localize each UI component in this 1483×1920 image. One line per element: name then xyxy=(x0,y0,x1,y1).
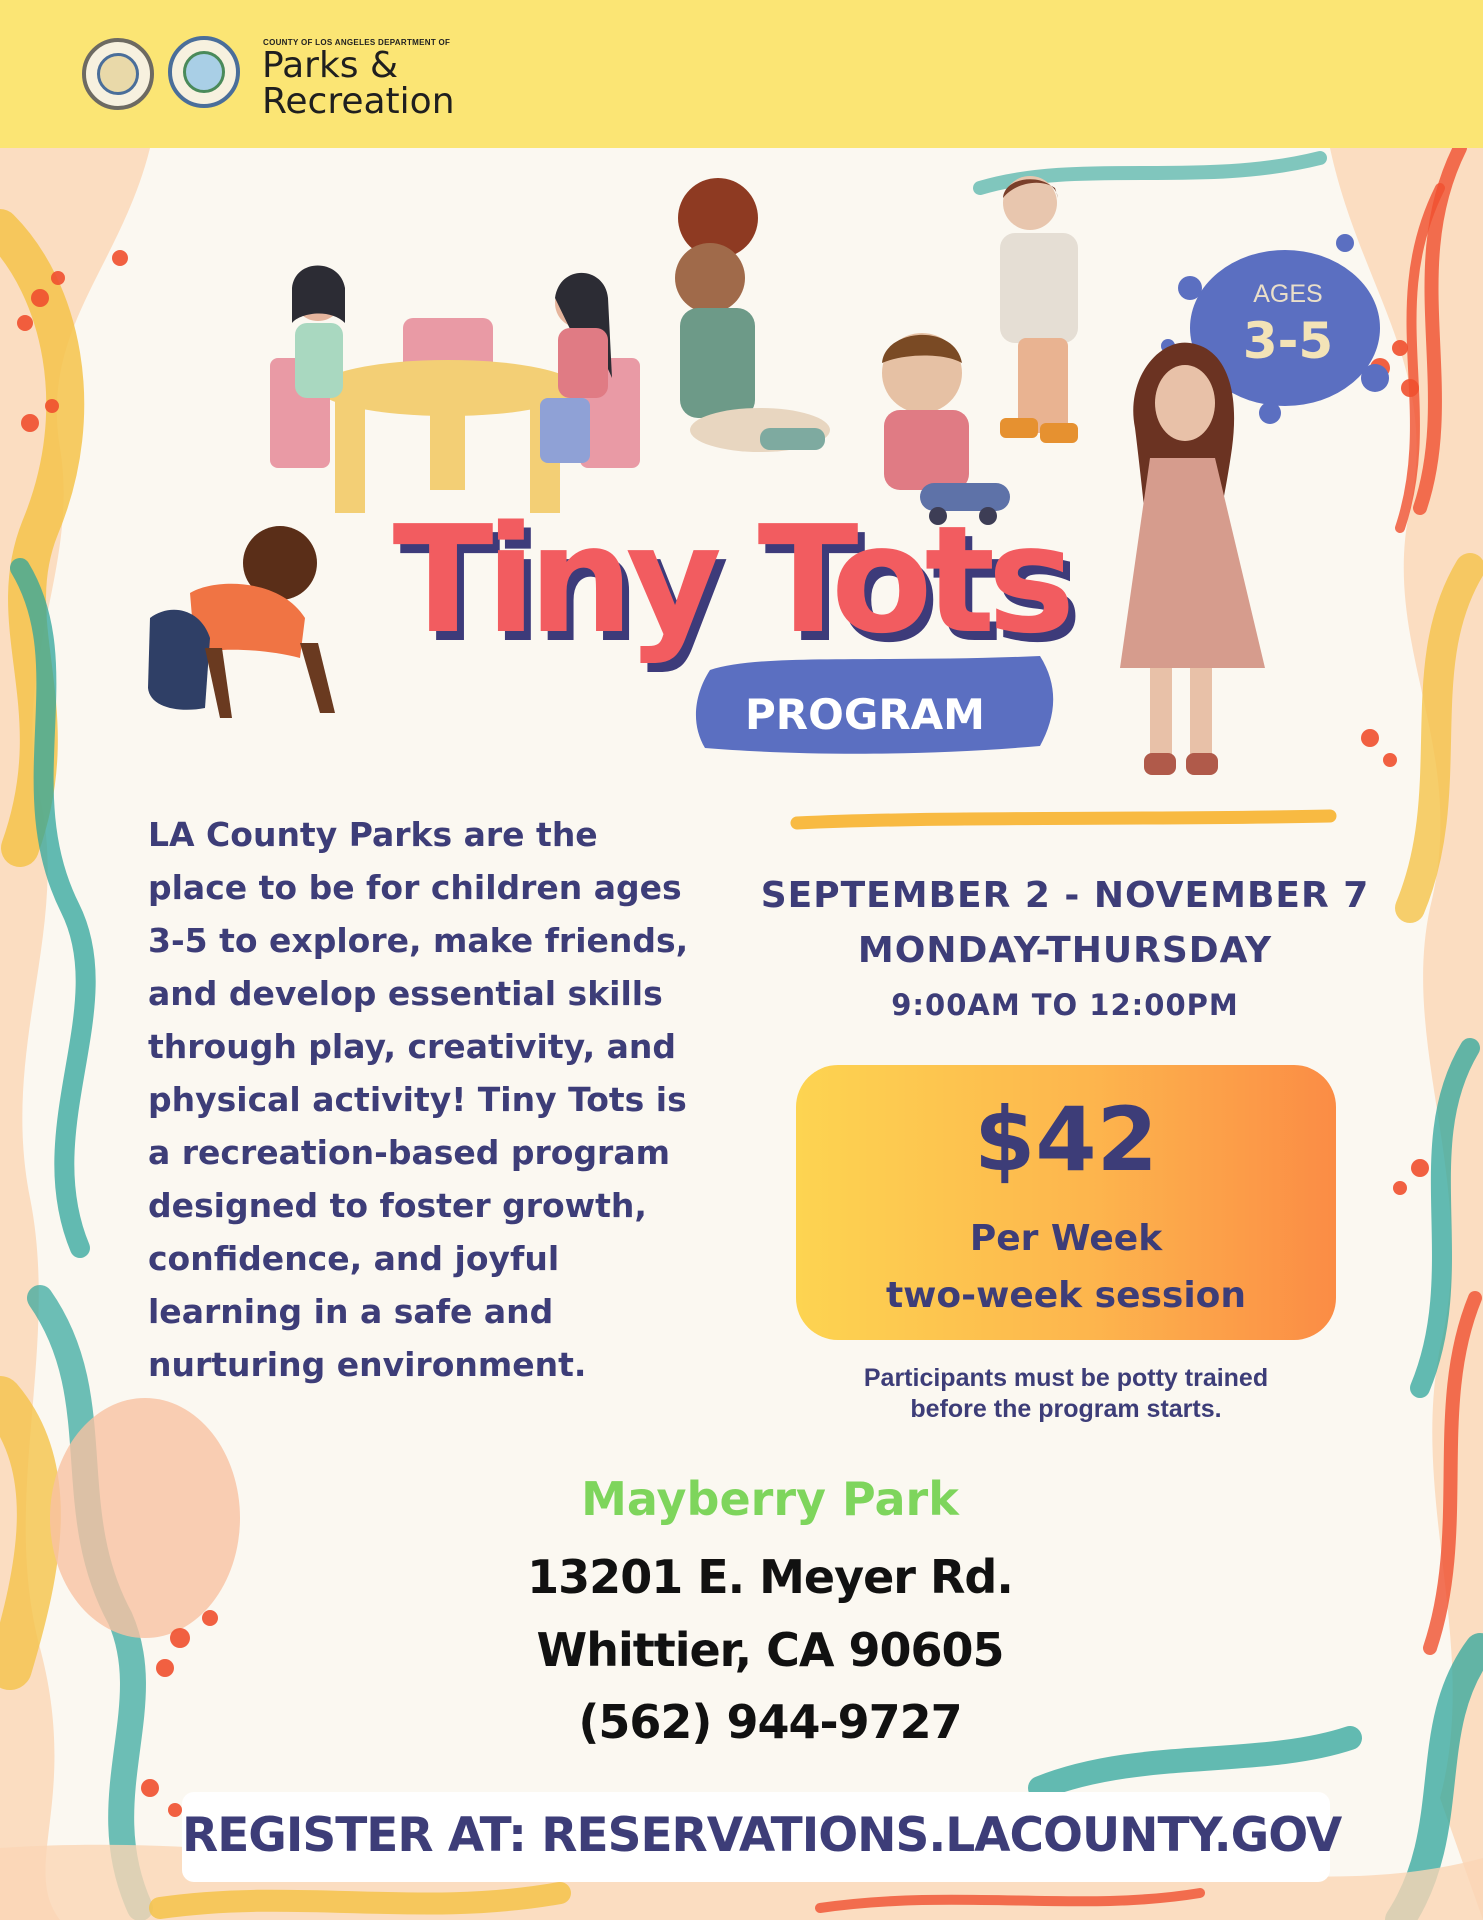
header-bar xyxy=(0,0,1483,148)
description-line: nurturing environment. xyxy=(148,1345,587,1384)
description-line: and develop essential skills xyxy=(148,974,663,1013)
park-name: Mayberry Park xyxy=(581,1472,959,1526)
program-subtitle: PROGRAM xyxy=(745,690,985,739)
address-line-2: Whittier, CA 90605 xyxy=(536,1623,1004,1677)
ages-label: AGES xyxy=(1253,280,1323,308)
department-subtitle: COUNTY OF LOS ANGELES DEPARTMENT OF xyxy=(263,38,451,47)
description-line: through play, creativity, and xyxy=(148,1027,676,1066)
program-title: Tiny Tots xyxy=(392,494,1068,666)
child-with-ball-illustration xyxy=(675,178,830,452)
description-line: place to be for children ages xyxy=(148,868,682,907)
schedule-hours: 9:00AM TO 12:00PM xyxy=(891,988,1239,1022)
price-per-label: Per Week xyxy=(969,1218,1163,1259)
department-name: Parks & Recreation xyxy=(262,45,455,122)
session-label: two-week session xyxy=(885,1275,1247,1316)
program-description xyxy=(148,808,738,1391)
schedule-dates: SEPTEMBER 2 - NOVEMBER 7 xyxy=(760,875,1370,916)
county-seal-icon xyxy=(82,38,154,110)
phone-number[interactable]: (562) 944-9727 xyxy=(578,1695,962,1749)
potty-training-note xyxy=(796,1363,1336,1425)
note-line: before the program starts. xyxy=(910,1395,1222,1423)
note-line: Participants must be potty trained xyxy=(863,1364,1269,1392)
children-at-table-illustration xyxy=(270,266,640,514)
description-line: confidence, and joyful xyxy=(148,1239,560,1278)
description-line: a recreation-based program xyxy=(148,1133,670,1172)
description-line: designed to foster growth, xyxy=(148,1186,647,1225)
description-line: physical activity! Tiny Tots is xyxy=(148,1080,687,1119)
price-amount: $42 xyxy=(974,1088,1158,1191)
boy-standing-illustration xyxy=(1000,176,1078,443)
ages-value: 3-5 xyxy=(1242,312,1334,370)
description-line: 3-5 to explore, make friends, xyxy=(148,921,689,960)
parks-seal-icon xyxy=(168,36,240,108)
schedule-days: MONDAY-THURSDAY xyxy=(857,930,1273,971)
description-line: LA County Parks are the xyxy=(148,815,598,854)
register-link[interactable]: REGISTER AT: RESERVATIONS.LACOUNTY.GOV xyxy=(182,1808,1342,1863)
address-line-1: 13201 E. Meyer Rd. xyxy=(527,1550,1013,1604)
description-line: learning in a safe and xyxy=(148,1292,554,1331)
